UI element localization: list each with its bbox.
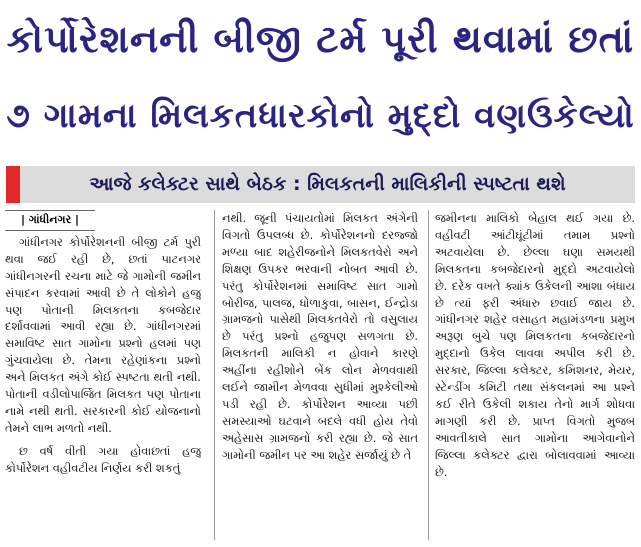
subheadline-bar (6, 166, 635, 203)
column-1-paragraph-2: છ વર્ષ વીતી ગયા હોવાછતાં હજુ કોર્પોરેશન વહીવટીય નિર્ણય કરી શકતું (5, 443, 201, 475)
column-2-paragraph-1: નથી. જૂની પંચાયતોમાં મિલકત અંગેની વિગતો ઉપલબ્ધ છે. કોર્પોરેશનનો દરજ્જો મળ્યા બાદ શહેરીજનોને મિલકતવેરો અને શિક્ષણ ઉપકર ભરવાની નોબત આવી છે. પરંતુ કોર્પોરેશનમાં સમાવિષ્ટ સાત ગામો બોરીજ, પાલજ, ધોળાકુવા, બાસન, ઈન્દ્રોડા ગ્રામજનો પાસેથી મિલકતવેરો તો વસુલાય છે પરંતુ પ્રશ્નો હજુપણ સળગતા છે. મિલકતની માલિકી ન હોવાને કારણે અહીંના રહીશોને બેંક લોન મેળવવાથી લઈને જામીન મેળવવા સુધીમાં મુશ્કેલીઓ પડી રહી છે. કોર્પોરેશન આવ્યા પછી સમસ્યાઓ ઘટવાને બદલે વધી હોય તેવો અહેસાસ ગ્રામજનો કરી રહ્યા છે. જે સાત ગામોની જમીન પર આ શહેર સર્જાયું છે તે (222, 211, 418, 462)
article-column-1 (5, 210, 201, 543)
column-divider (214, 210, 215, 540)
dateline: | ગાંધીનગર | (5, 210, 95, 231)
subheadline: આજે કલેક્ટર સાથે બેઠક : મિલકતની માલિકીની સ્પષ્ટતા થશે (89, 173, 566, 195)
column-3-paragraph-1: જમીનના માલિકો બેહાલ થઈ ગયા છે. વહીવટી આંટીઘૂંટીમાં તમામ પ્રશ્નો અટવાયેલા છે. છેલ્લા ઘણા સમયથી મિલકતના કબજેદારનો મુદ્દો અટવાયેલો છે. દરેક વખતે ક્યાંક ઉકેલની આશા બંધાય છે ત્યાં ફરી અંધારુ છવાઈ જાય છે. ગાંધીનગર શહેર વસાહત મહામંડળના પ્રમુખ અરૂણ બુચે પણ મિલકતના કબજેદારનો મુદ્દાનો ઉકેલ લાવવા અપીલ કરી છે. સરકાર, જિલ્લા કલેક્ટર, કમિશનર, મેયર, સ્ટેન્ડીંગ કમિટી તથા સંકલનમાં આ પ્રશ્ને કઈ રીતે ઉકેલી શકાય તેનો માર્ગ શોધવા માગણી કરી છે. પ્રાપ્ત વિગતો મુજબ આવતીકાલે સાત ગામોના આગેવાનોને જિલ્લા કલેક્ટર દ્વારા બોલાવવામાં આવ્યા છે. (435, 211, 635, 479)
article-column-2 (222, 210, 418, 543)
column-1-paragraph-1: ગાંધીનગર કોર્પોરેશનની બીજી ટર્મ પુરી થવા જઈ રહી છે, છતાં પાટનગર ગાંધીનગરની રચના માટે જે ગામોની જમીન સંપાદન કરવામાં આવી છે તે લોકોને હજુ પણ પોતાની મિલકતના કબજેદાર દર્શાવવામાં આવી રહ્યા છે. ગાંધીનગરમાં સમાવિષ્ટ સાત ગામોના પ્રશ્નો હલમાં પણ ગુંચવાયેલા છે. તેમના રહેણાંકના પ્રશ્નો અને મિલકત અંગે કોઈ સ્પષ્ટતા થતી નથી. પોતાની વડીલોપાર્જિત મિલકત પણ પોતાના નામે નથી થતી. સરકારની કોઈ યોજનાનો તેમને લાભ મળતો નથી. (5, 234, 201, 435)
article-column-3 (435, 210, 635, 543)
column-divider (428, 210, 429, 540)
headline-line-2: ૭ ગામના મિલકતધારકોનો મુદ્દો વણઉકેલ્યો (6, 96, 635, 136)
headline-line-1: કોર્પોરેશનની બીજી ટર્મ પૂરી થવામાં છતાં (6, 17, 635, 61)
